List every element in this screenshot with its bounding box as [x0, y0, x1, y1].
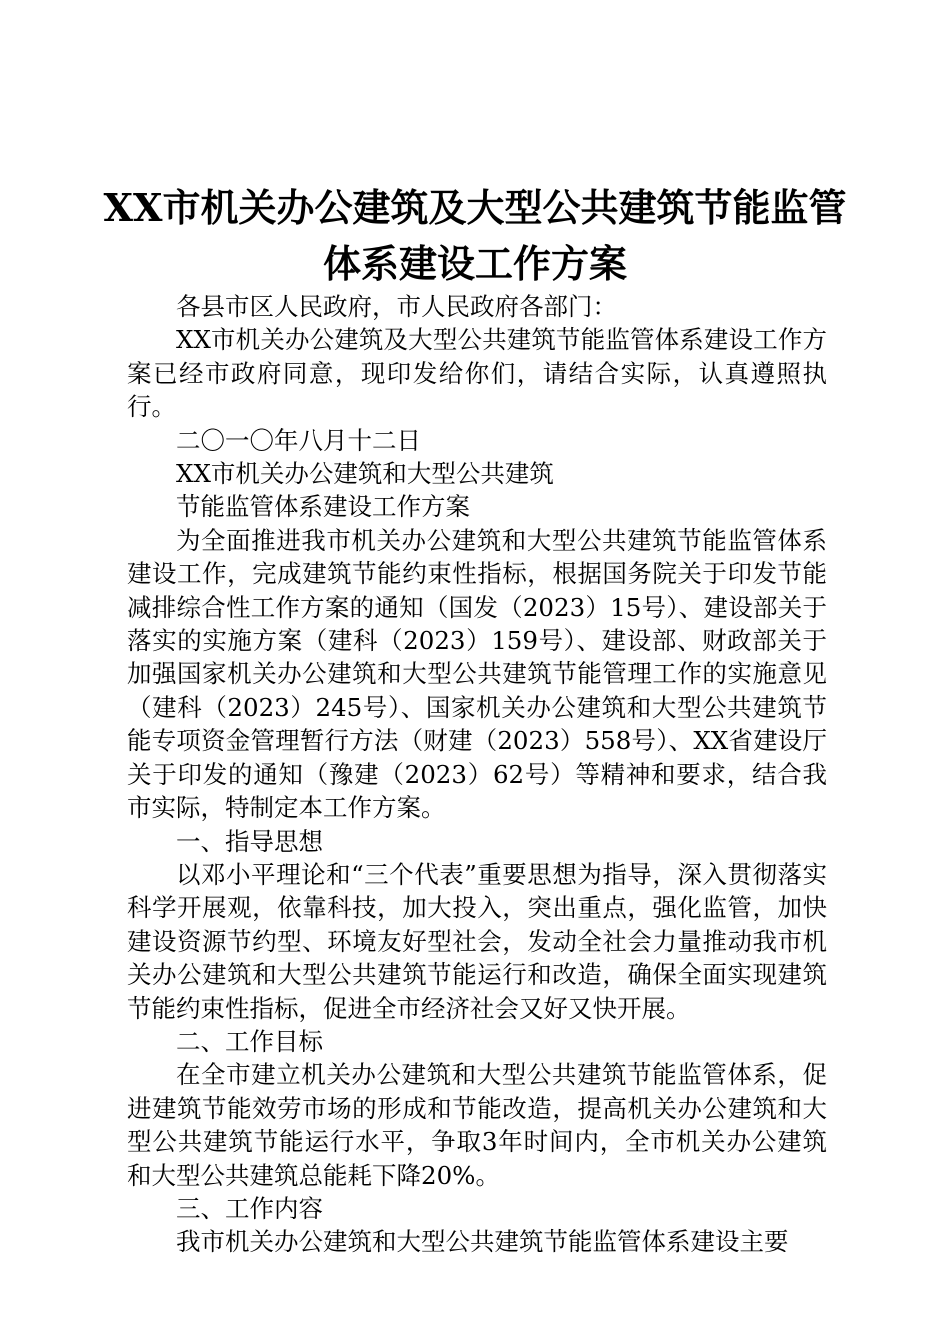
- notice-paragraph: XX市机关办公建筑及大型公共建筑节能监管体系建设工作方案已经市政府同意，现印发给你们，请结合实际，认真遵照执行。: [127, 325, 827, 422]
- document-title-line-2: 体系建设工作方案: [322, 241, 627, 286]
- date-paragraph: 二〇一〇年八月十二日: [176, 425, 421, 455]
- intro-paragraph: 为全面推进我市机关办公建筑和大型公共建筑节能监管体系建设工作，完成建筑节能约束性指标，根据国务院关于印发节能减排综合性工作方案的通知（国发（2023）15号）、建设部关于落实的实施方案（建科（2023）159号）、建设部、财政部关于加强国家机关办公建筑和大型公共建筑节能管理工作的实施意见（建科（2023）245号）、国家机关办公建筑和大型公共建筑节能专项资金管理暂行方法（财建（2023）558号）、XX省建设厅关于印发的通知（豫建（2023）62号）等精神和要求，结合我市实际，特制定本工作方案。: [127, 525, 827, 823]
- section-heading-work-content: 三、工作内容: [176, 1193, 323, 1223]
- subtitle-line-1: XX市机关办公建筑和大型公共建筑: [176, 459, 554, 489]
- subtitle-line-2: 节能监管体系建设工作方案: [176, 492, 470, 522]
- document-title-line-1: XX市机关办公建筑及大型公共建筑节能监管: [103, 185, 847, 230]
- section-heading-work-goals: 二、工作目标: [176, 1026, 323, 1056]
- document-body: [127, 290, 827, 1259]
- salutation-paragraph: 各县市区人民政府，市人民政府各部门：: [176, 292, 617, 321]
- work-goals-paragraph: 在全市建立机关办公建筑和大型公共建筑节能监管体系，促进建筑节能效劳市场的形成和节能改造，提高机关办公建筑和大型公共建筑节能运行水平，争取3年时间内，全市机关办公建筑和大型公共建筑总能耗下降20%。: [127, 1060, 827, 1190]
- section-heading-guiding-ideology: 一、指导思想: [176, 826, 323, 856]
- work-content-paragraph: 我市机关办公建筑和大型公共建筑节能监管体系建设主要: [176, 1227, 789, 1257]
- guiding-ideology-paragraph: 以邓小平理论和“三个代表”重要思想为指导，深入贯彻落实科学开展观，依靠科技，加大投入，突出重点，强化监管，加快建设资源节约型、环境友好型社会，发动全社会力量推动我市机关办公建筑和大型公共建筑节能运行和改造，确保全面实现建筑节能约束性指标，促进全市经济社会又好又快开展。: [127, 859, 827, 1023]
